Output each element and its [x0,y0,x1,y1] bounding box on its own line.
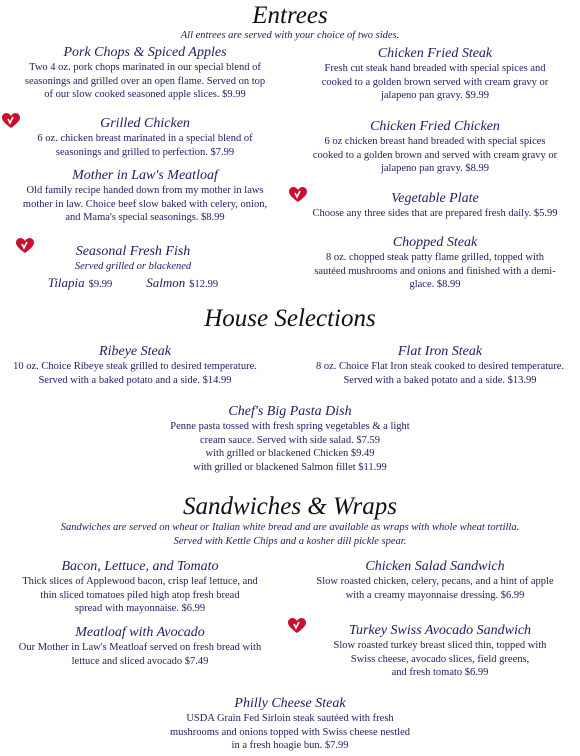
item-desc-line: Two 4 oz. pork chops marinated in our special blend of [29,62,261,73]
item-name: Seasonal Fresh Fish [75,244,191,259]
menu-item-turkey-swiss [300,622,580,680]
item-name: Turkey Swiss Avocado Sandwich [348,623,532,638]
item-name: Chef's Big Pasta Dish [228,404,352,419]
item-desc-line: 8 oz. Choice Flat Iron steak cooked to desired temperature. [315,361,565,372]
item-name: Bacon, Lettuce, and Tomato [61,559,219,574]
item-desc-line: Swiss cheese, avocado slices, field greens, [350,653,530,665]
item-name: Chicken Salad Sandwich [365,559,505,574]
item-desc-line: Slow roasted chicken, celery, pecans, and a hint of apple [316,576,554,587]
item-desc-line: with grilled or blackened Chicken $9.49 [205,448,375,459]
salmon-label: Salmon [146,275,186,290]
item-desc-line: with a creamy mayonnaise dressing. $6.99 [345,589,525,601]
item-name: Mother in Law's Meatloaf [72,168,218,183]
item-name: Vegetable Plate [391,191,479,206]
item-desc-line: in a fresh hoagie bun. $7.99 [231,740,349,751]
item-desc-line: Served with a baked potato and a side. $14.99 [38,374,232,386]
item-desc-line: of our slow cooked seasoned apple slices. $9.99 [44,89,246,100]
item-desc-line: sautéed mushrooms and onions and finished with a demi- [314,265,556,277]
menu-item-pork-chops [0,44,290,102]
item-name: Grilled Chicken [100,116,190,131]
entrees-title: Entrees [252,2,328,29]
item-name: Flat Iron Steak [397,344,483,359]
menu-item-fresh-fish [0,243,266,292]
entrees-note: All entrees are served with your choice of two sides. [180,30,400,41]
sandwiches-title: Sandwiches & Wraps [183,493,397,520]
sandwiches-note-line: Served with Kettle Chips and a kosher dill pickle spear. [173,536,407,547]
menu-item-vegetable-plate [290,190,580,221]
item-desc-line: jalapeno pan gravy. $9.99 [380,90,490,101]
item-desc-line: seasonings and grilled to perfection. $7.99 [55,146,235,158]
item-name: Pork Chops & Spiced Apples [63,45,227,60]
tilapia-label: Tilapia [47,275,85,290]
house-selections-title: House Selections [204,305,376,332]
item-desc-line: thin sliced tomatoes piled high atop fresh bread [40,589,240,601]
item-desc-line: 6 oz. chicken breast marinated in a special blend of [37,133,253,144]
menu-item-chopped-steak [290,234,580,292]
item-desc-line: Slow roasted turkey breast sliced thin, topped with [333,640,547,651]
item-desc-line: Our Mother in Law's Meatloaf served on fresh bread with [18,642,262,653]
item-desc-line: with grilled or blackened Salmon fillet $11.99 [193,461,387,473]
menu-item-chicken-fried-chicken [290,118,580,176]
item-name: Chicken Fried Chicken [370,119,500,134]
menu-item-chicken-salad [290,558,580,602]
item-name: Ribeye Steak [99,344,171,359]
item-desc-line: spread with mayonnaise. $6.99 [74,603,206,614]
item-desc-line: 6 oz chicken breast hand breaded with special spices [324,136,546,147]
menu-item-meatloaf-avocado [0,624,280,668]
item-desc-line: cooked to a golden brown served with cream gravy or [321,76,549,88]
menu-item-chicken-fried-steak [290,45,580,103]
item-desc-line: 8 oz. chopped steak patty flame grilled, topped with [325,252,545,263]
item-desc-line: Choose any three sides that are prepared fresh daily. $5.99 [312,208,558,219]
item-subtitle: Served grilled or blackened [74,261,192,272]
item-desc-line: and fresh tomato $6.99 [391,667,489,678]
menu-item-blt [0,558,280,616]
fish-price-row [0,274,266,292]
item-desc-line: jalapeno pan gravy. $8.99 [380,163,490,174]
menu-item-flat-iron [300,343,580,387]
menu-item-pasta [140,403,440,474]
item-desc-line: Fresh cut steak hand breaded with special spices and [324,63,546,74]
item-name: Meatloaf with Avocado [75,625,205,640]
item-name: Philly Cheese Steak [234,696,346,711]
menu-item-philly [140,695,440,753]
item-desc-line: glace. $8.99 [409,279,461,290]
item-desc-line: and Mama's special seasonings. $8.99 [65,212,225,223]
item-desc-line: mother in law. Choice beef slow baked with celery, onion, [22,198,268,210]
item-desc-line: cooked to a golden brown and served with cream gravy or [312,149,558,161]
menu-item-meatloaf [0,167,290,225]
item-desc-line: Thick slices of Applewood bacon, crisp leaf lettuce, and [22,576,258,587]
item-name: Chicken Fried Steak [377,46,493,61]
item-desc-line: lettuce and sliced avocado $7.49 [71,655,209,667]
item-name: Chopped Steak [392,235,478,250]
menu-item-grilled-chicken [0,115,290,159]
sandwiches-note-line: Sandwiches are served on wheat or Italian white bread and are available as wraps with whole wheat tortilla. [60,522,520,533]
menu-item-ribeye [0,343,270,387]
tilapia-price: $9.99 [88,279,113,290]
item-desc-line: cream sauce. Served with side salad. $7.59 [200,434,380,446]
item-desc-line: mushrooms and onions topped with Swiss cheese nestled [169,726,411,738]
item-desc-line: Penne pasta tossed with fresh spring vegetables & a light [170,421,410,432]
item-desc-line: Served with a baked potato and a side. $13.99 [343,374,537,386]
salmon-price: $12.99 [189,279,219,290]
item-desc-line: USDA Grain Fed Sirloin steak sautéed with fresh [186,713,394,724]
item-desc-line: 10 oz. Choice Ribeye steak grilled to desired temperature. [13,361,257,372]
item-desc-line: seasonings and grilled over an open flame. Served on top [24,75,266,87]
item-desc-line: Old family recipe handed down from my mother in laws [26,185,264,196]
